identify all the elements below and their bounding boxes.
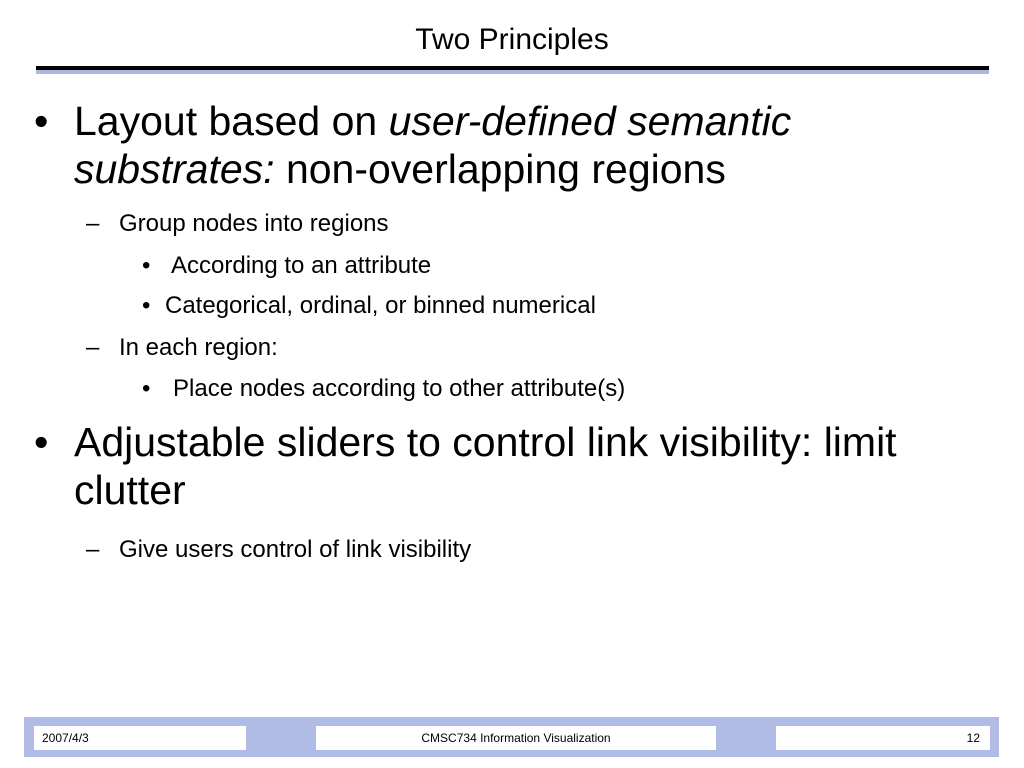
bullet-text-start: Layout based on xyxy=(74,98,389,144)
bullet-text xyxy=(74,97,934,193)
sub-sub-bullet-categorical xyxy=(142,291,842,321)
sub-bullet-group-nodes xyxy=(86,209,886,239)
sub-sub-bullet-text: According to an attribute xyxy=(171,252,432,279)
bullet-text: Adjustable sliders to control link visibility: limit clutter xyxy=(74,419,897,513)
footer-band xyxy=(24,717,999,757)
sub-bullet-user-control xyxy=(86,535,886,565)
dash-marker: – xyxy=(86,536,100,563)
bullet-marker: • xyxy=(34,98,49,144)
sub-bullet-text: Group nodes into regions xyxy=(119,210,389,237)
footer-page-number: 12 xyxy=(776,726,990,750)
bullet-sliders xyxy=(34,418,934,514)
sub-bullet-each-region xyxy=(86,333,886,363)
title-rule-shadow xyxy=(36,70,989,74)
dash-marker: – xyxy=(86,210,100,237)
sub-sub-bullet-text: Categorical, ordinal, or binned numerical xyxy=(165,292,596,319)
dash-marker: – xyxy=(86,334,100,361)
sub-sub-bullet-place-nodes xyxy=(142,374,842,404)
bullet-marker: • xyxy=(34,419,49,465)
sub-sub-bullet-text: Place nodes according to other attribute(s) xyxy=(173,375,626,402)
bullet-marker: • xyxy=(142,375,151,402)
slide-title: Two Principles xyxy=(415,23,609,56)
sub-sub-bullet-attribute xyxy=(142,251,842,281)
footer-date: 2007/4/3 xyxy=(34,726,246,750)
bullet-text-end: non-overlapping regions xyxy=(274,146,726,192)
sub-bullet-text: In each region: xyxy=(119,334,278,361)
bullet-text-emphasis: user-defined semantic substrates: xyxy=(74,98,792,192)
bullet-layout xyxy=(34,97,934,193)
sub-bullet-text: Give users control of link visibility xyxy=(119,536,472,563)
bullet-marker: • xyxy=(142,252,151,279)
bullet-marker: • xyxy=(142,292,151,319)
footer-course: CMSC734 Information Visualization xyxy=(316,726,716,750)
